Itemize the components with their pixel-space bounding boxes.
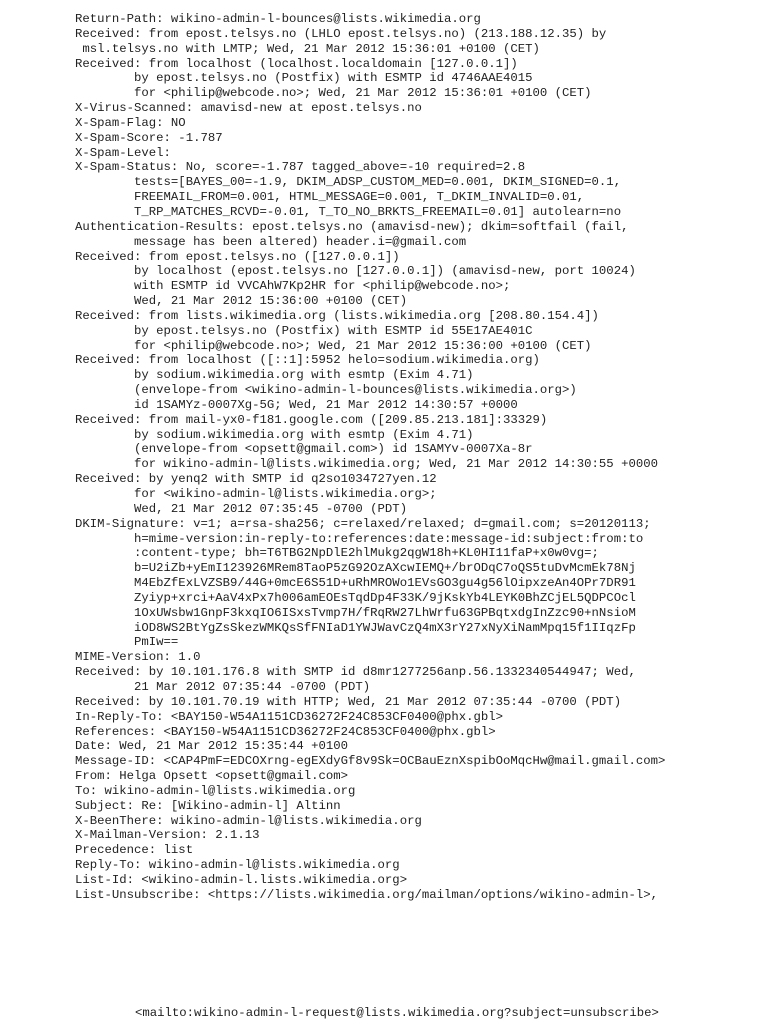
header-line: X-Spam-Score: -1.787 — [75, 130, 223, 145]
header-line: msl.telsys.no with LMTP; Wed, 21 Mar 2012 15:36:01 +0100 (CET) — [75, 41, 540, 56]
header-line: Message-ID: <CAP4PmF=EDCOXrng-egEXdyGf8v9Sk=OCBauEznXspibOoMqcHw@mail.gmail.com> — [75, 754, 666, 769]
header-line: From: Helga Opsett <opsett@gmail.com> — [75, 769, 349, 784]
header-line: by sodium.wikimedia.org with esmtp (Exim 4.71) — [75, 427, 474, 442]
header-line: List-Id: <wikino-admin-l.lists.wikimedia.org> — [75, 872, 408, 887]
header-line: 21 Mar 2012 07:35:44 -0700 (PDT) — [75, 679, 371, 694]
header-line: 1OxUWsbw1GnpF3kxqIO6ISxsTvmp7H/fRqRW27LhWrfu63GPBqtxdgInZzc90+nNsioM — [75, 605, 636, 620]
header-line: M4EbZfExLVZSB9/44G+0mcE6S51D+uRhMROWo1EVsGO3gu4g56lOipxzeAn4OPr7DR91 — [75, 576, 636, 591]
header-line: Return-Path: wikino-admin-l-bounces@lists.wikimedia.org — [75, 12, 481, 26]
header-line: Received: from epost.telsys.no (LHLO epost.telsys.no) (213.188.12.35) by — [75, 26, 607, 41]
header-line: by sodium.wikimedia.org with esmtp (Exim 4.71) — [75, 368, 474, 383]
header-line: Date: Wed, 21 Mar 2012 15:35:44 +0100 — [75, 739, 349, 754]
header-line: Received: by 10.101.176.8 with SMTP id d8mr1277256anp.56.1332340544947; Wed, — [75, 665, 636, 680]
header-line: Zyiyp+xrci+AaV4xPx7h006amEOEsTqdDp4F33K/9jKskYb4LEYK0BhZCjEL5QDPCOcl — [75, 590, 636, 605]
header-line: MIME-Version: 1.0 — [75, 650, 201, 665]
header-line: FREEMAIL_FROM=0.001, HTML_MESSAGE=0.001, T_DKIM_INVALID=0.01, — [75, 190, 585, 205]
email-header-block — [75, 12, 665, 903]
header-line: Received: from localhost ([::1]:5952 helo=sodium.wikimedia.org) — [75, 353, 540, 368]
header-line: References: <BAY150-W54A1151CD36272F24C853CF0400@phx.gbl> — [75, 724, 496, 739]
header-line: In-Reply-To: <BAY150-W54A1151CD36272F24C853CF0400@phx.gbl> — [75, 709, 504, 724]
header-line: Received: by 10.101.70.19 with HTTP; Wed, 21 Mar 2012 07:35:44 -0700 (PDT) — [75, 694, 622, 709]
header-line: :content-type; bh=T6TBG2NpDlE2hlMukg2qgW18h+KL0HI11faP+x0w0vg=; — [75, 546, 599, 561]
header-line: X-Spam-Flag: NO — [75, 115, 186, 130]
header-line: tests=[BAYES_00=-1.9, DKIM_ADSP_CUSTOM_MED=0.001, DKIM_SIGNED=0.1, — [75, 175, 622, 190]
header-line: message has been altered) header.i=@gmail.com — [75, 234, 467, 249]
header-line: Precedence: list — [75, 843, 194, 858]
header-line: List-Unsubscribe: <https://lists.wikimedia.org/mailman/options/wikino-admin-l>, — [75, 887, 658, 902]
header-line: by epost.telsys.no (Postfix) with ESMTP id 55E17AE401C — [75, 323, 533, 338]
header-line: Wed, 21 Mar 2012 15:36:00 +0100 (CET) — [75, 294, 408, 309]
header-line: Received: from lists.wikimedia.org (lists.wikimedia.org [208.80.154.4]) — [75, 308, 599, 323]
header-line: for wikino-admin-l@lists.wikimedia.org; Wed, 21 Mar 2012 14:30:55 +0000 — [75, 457, 658, 472]
header-line: b=U2iZb+yEmI123926MRem8TaoP5zG92OzAXcwIEMQ+/brODqC7oQS5tuDvMcmEk78Nj — [75, 561, 636, 576]
header-line: X-Mailman-Version: 2.1.13 — [75, 828, 260, 843]
header-line: Wed, 21 Mar 2012 07:35:45 -0700 (PDT) — [75, 501, 408, 516]
header-line: Authentication-Results: epost.telsys.no (amavisd-new); dkim=softfail (fail, — [75, 219, 629, 234]
header-line: PmIw== — [75, 635, 179, 650]
header-line: T_RP_MATCHES_RCVD=-0.01, T_TO_NO_BRKTS_FREEMAIL=0.01] autolearn=no — [75, 204, 622, 219]
header-line: X-Virus-Scanned: amavisd-new at epost.telsys.no — [75, 101, 422, 116]
header-line: by localhost (epost.telsys.no [127.0.0.1]) (amavisd-new, port 10024) — [75, 264, 636, 279]
header-line: Reply-To: wikino-admin-l@lists.wikimedia.org — [75, 858, 400, 873]
header-line: for <philip@webcode.no>; Wed, 21 Mar 2012 15:36:00 +0100 (CET) — [75, 338, 592, 353]
header-line: id 1SAMYz-0007Xg-5G; Wed, 21 Mar 2012 14:30:57 +0000 — [75, 397, 518, 412]
header-line: DKIM-Signature: v=1; a=rsa-sha256; c=relaxed/relaxed; d=gmail.com; s=20120113; — [75, 516, 651, 531]
header-line: h=mime-version:in-reply-to:references:date:message-id:subject:from:to — [75, 531, 644, 546]
header-line: for <philip@webcode.no>; Wed, 21 Mar 2012 15:36:01 +0100 (CET) — [75, 86, 592, 101]
header-line: X-Spam-Level: — [75, 145, 171, 160]
header-line: (envelope-from <opsett@gmail.com>) id 1SAMYv-0007Xa-8r — [75, 442, 533, 457]
header-line: X-Spam-Status: No, score=-1.787 tagged_above=-10 required=2.8 — [75, 160, 526, 175]
header-line: Received: from mail-yx0-f181.google.com ([209.85.213.181]:33329) — [75, 412, 548, 427]
header-line: for <wikino-admin-l@lists.wikimedia.org>; — [75, 487, 437, 501]
header-line: with ESMTP id VVCAhW7Kp2HR for <philip@webcode.no>; — [75, 279, 511, 294]
header-line: Received: from localhost (localhost.localdomain [127.0.0.1]) — [75, 56, 518, 71]
header-line: iOD8WS2BtYgZsSkezWMKQsSfFNIaD1YWJWavCzQ4mX3rY27xNyXiNamMpq15f1IIqzFp — [75, 620, 636, 635]
header-line: by epost.telsys.no (Postfix) with ESMTP id 4746AAE4015 — [75, 71, 533, 86]
header-line: (envelope-from <wikino-admin-l-bounces@lists.wikimedia.org>) — [75, 383, 577, 398]
header-line: X-BeenThere: wikino-admin-l@lists.wikimedia.org — [75, 813, 422, 828]
header-line: Subject: Re: [Wikino-admin-l] Altinn — [75, 798, 341, 813]
list-unsubscribe-continuation: <mailto:wikino-admin-l-request@lists.wikimedia.org?subject=unsubscribe> — [135, 1006, 659, 1020]
header-line: Received: from epost.telsys.no ([127.0.0.1]) — [75, 249, 400, 264]
header-line: Received: by yenq2 with SMTP id q2so1034727yen.12 — [75, 472, 437, 487]
header-line: To: wikino-admin-l@lists.wikimedia.org — [75, 783, 356, 798]
